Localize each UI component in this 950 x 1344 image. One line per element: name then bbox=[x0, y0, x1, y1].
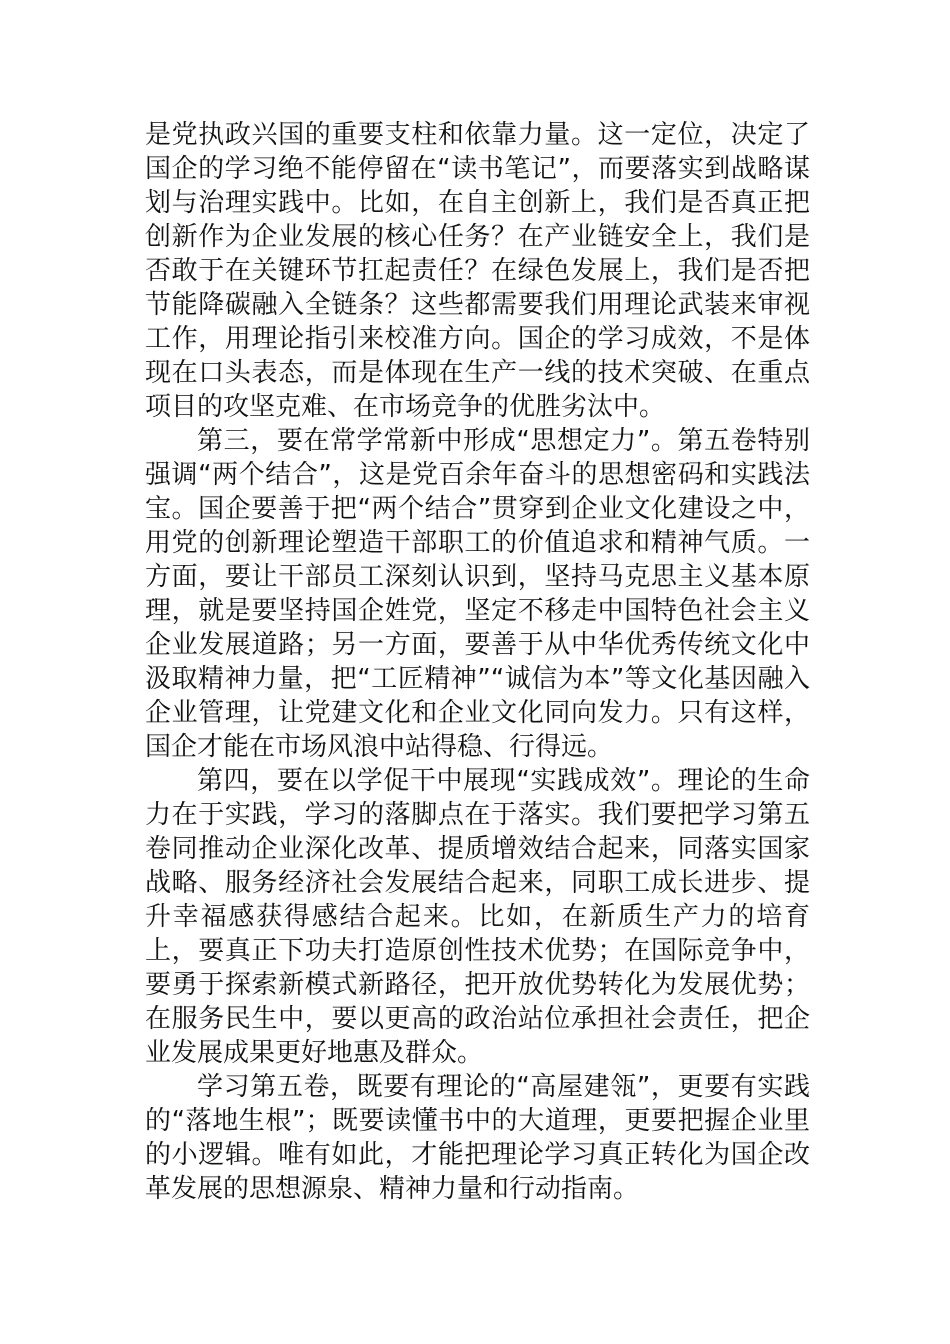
paragraph-conclusion: 学习第五卷，既要有理论的“高屋建瓴”，更要有实践的“落地生根”；既要读懂书中的大道理，更要把握企业里的小逻辑。唯有如此，才能把理论学习真正转化为国企改革发展的思想源泉、精神力量和行动指南。 bbox=[145, 1072, 810, 1204]
document-page bbox=[145, 118, 810, 1206]
paragraph-third-point: 第三，要在常学常新中形成“思想定力”。第五卷特别强调“两个结合”，这是党百余年奋斗的思想密码和实践法宝。国企要善于把“两个结合”贯穿到企业文化建设之中，用党的创新理论塑造干部职工的价值追求和精神气质。一方面，要让干部员工深刻认识到，坚持马克思主义基本原理，就是要坚持国企姓党，坚定不移走中国特色社会主义企业发展道路；另一方面，要善于从中华优秀传统文化中汲取精神力量，把“工匠精神”“诚信为本”等文化基因融入企业管理，让党建文化和企业文化同向发力。只有这样，国企才能在市场风浪中站得稳、行得远。 bbox=[145, 426, 810, 762]
paragraph-continuation: 是党执政兴国的重要支柱和依靠力量。这一定位，决定了国企的学习绝不能停留在“读书笔记”，而要落实到战略谋划与治理实践中。比如，在自主创新上，我们是否真正把创新作为企业发展的核心任务？在产业链安全上，我们是否敢于在关键环节扛起责任？在绿色发展上，我们是否把节能降碳融入全链条？这些都需要我们用理论武装来审视工作，用理论指引来校准方向。国企的学习成效，不是体现在口头表态，而是体现在生产一线的技术突破、在重点项目的攻坚克难、在市场竞争的优胜劣汰中。 bbox=[145, 120, 810, 422]
paragraph-fourth-point: 第四，要在以学促干中展现“实践成效”。理论的生命力在于实践，学习的落脚点在于落实。我们要把学习第五卷同推动企业深化改革、提质增效结合起来，同落实国家战略、服务经济社会发展结合起来，同职工成长进步、提升幸福感获得感结合起来。比如，在新质生产力的培育上，要真正下功夫打造原创性技术优势；在国际竞争中，要勇于探索新模式新路径，把开放优势转化为发展优势；在服务民生中，要以更高的政治站位承担社会责任，把企业发展成果更好地惠及群众。 bbox=[145, 766, 810, 1068]
